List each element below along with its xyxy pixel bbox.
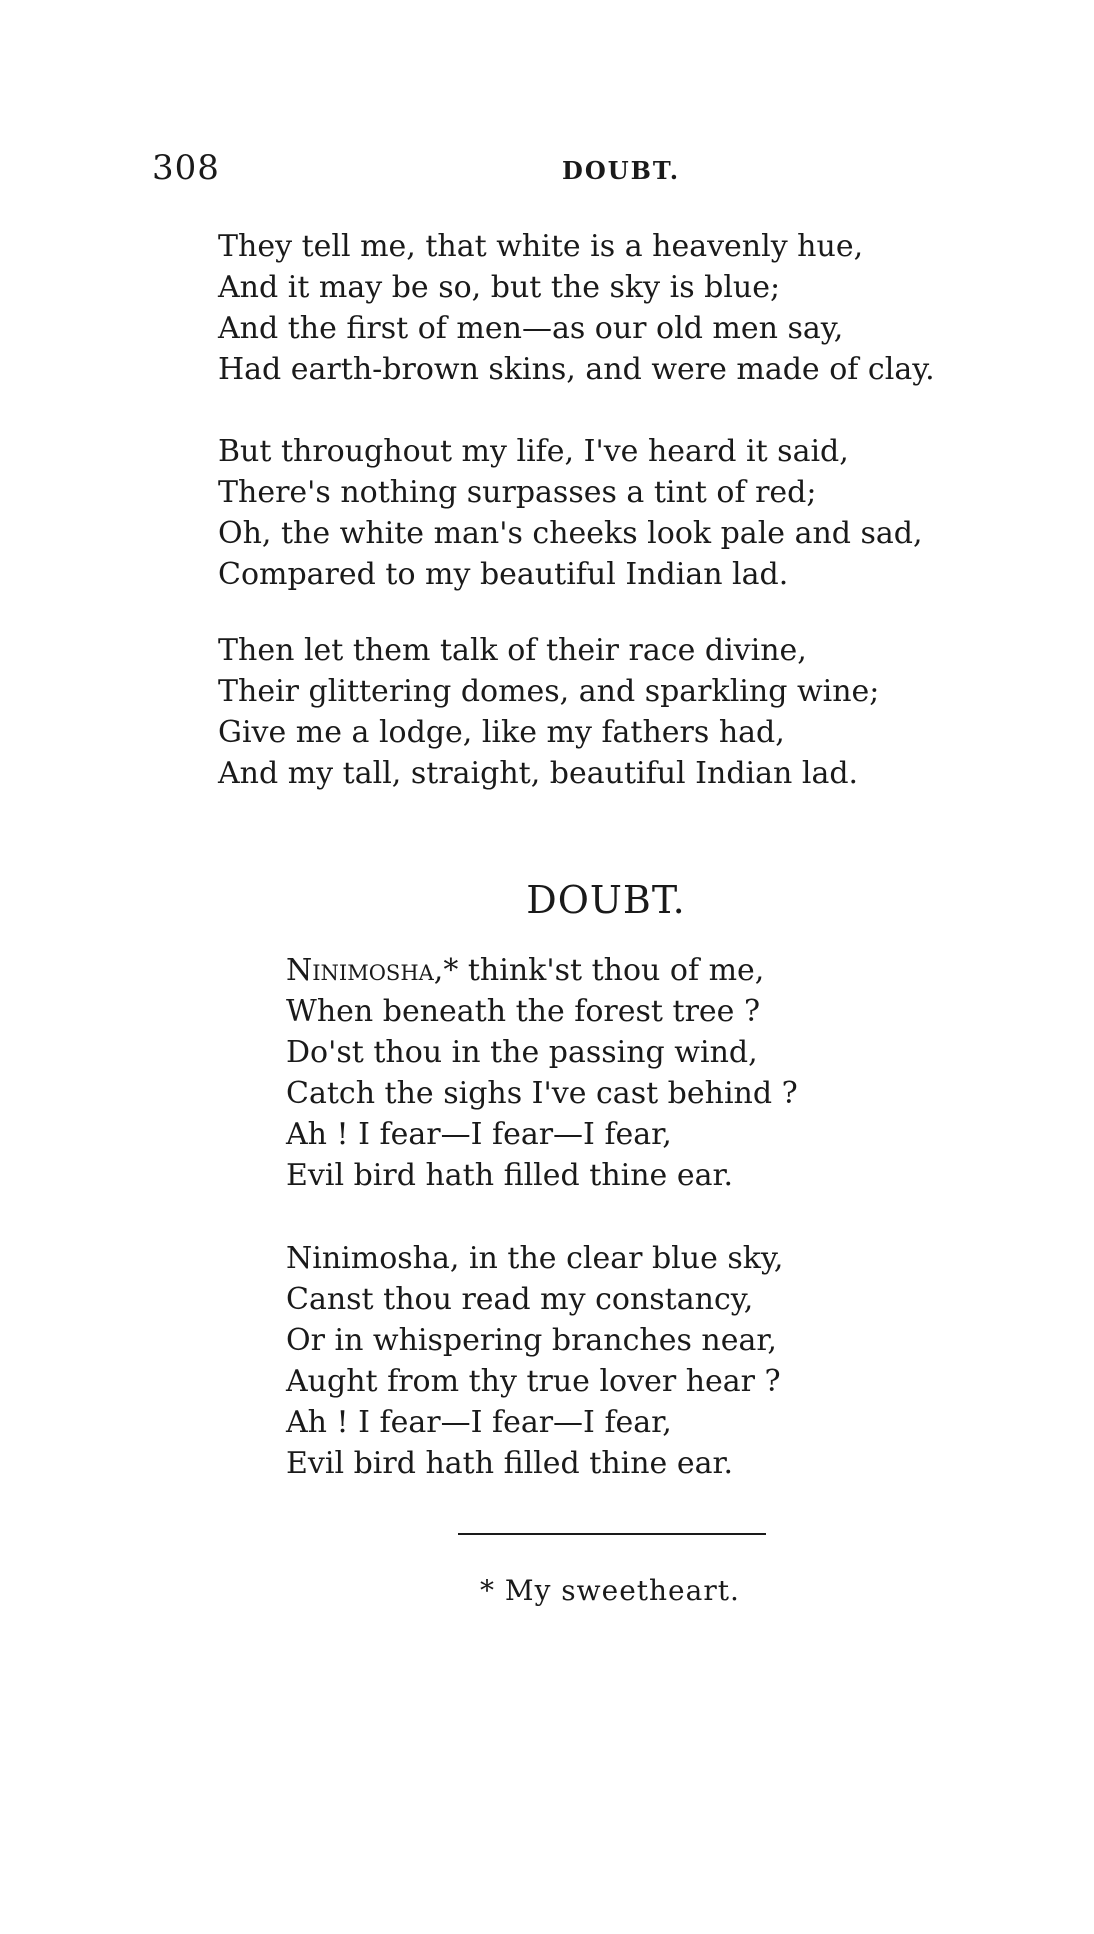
poem-line: And it may be so, but the sky is blue;: [218, 270, 781, 305]
stanza-prev-1: [218, 226, 935, 390]
poem-line: Give me a lodge, like my fathers had,: [218, 715, 785, 750]
poem-line: Evil bird hath filled thine ear.: [286, 1158, 734, 1193]
poem-line: Compared to my beautiful Indian lad.: [218, 557, 789, 592]
poem-title: DOUBT.: [526, 878, 686, 922]
poem-line: There's nothing surpasses a tint of red;: [218, 475, 817, 510]
footnote-divider: [458, 1533, 766, 1535]
poem-line: When beneath the forest tree ?: [286, 994, 761, 1029]
poem-line: Do'st thou in the passing wind,: [286, 1035, 758, 1070]
poem-line: And my tall, straight, beautiful Indian lad.: [218, 756, 859, 791]
stanza-prev-2: [218, 431, 923, 595]
first-line-rest: think'st thou of me,: [458, 953, 765, 988]
stanza-doubt-1: [286, 950, 798, 1196]
footnote-marker: *: [443, 953, 459, 988]
poem-line: And the first of men—as our old men say,: [218, 311, 844, 346]
poem-line: Ninimosha, in the clear blue sky,: [286, 1241, 784, 1276]
poem-line: Ah ! I fear—I fear—I fear,: [286, 1405, 672, 1440]
poem-line: [286, 950, 798, 991]
page-number: 308: [152, 148, 220, 188]
poem-line: Or in whispering branches near,: [286, 1323, 777, 1358]
poem-line: Oh, the white man's cheeks look pale and sad,: [218, 516, 923, 551]
poem-line: Their glittering domes, and sparkling wine;: [218, 674, 880, 709]
running-head: DOUBT.: [562, 156, 681, 185]
poem-line: But throughout my life, I've heard it said,: [218, 434, 849, 469]
poem-line: Evil bird hath filled thine ear.: [286, 1446, 734, 1481]
addressee-name: Ninimosha,: [286, 953, 444, 988]
stanza-doubt-2: [286, 1238, 783, 1484]
poem-line: Aught from thy true lover hear ?: [286, 1364, 781, 1399]
poem-line: They tell me, that white is a heavenly hue,: [218, 229, 864, 264]
poem-line: Then let them talk of their race divine,: [218, 633, 807, 668]
poem-line: Canst thou read my constancy,: [286, 1282, 754, 1317]
poem-line: Had earth-brown skins, and were made of clay.: [218, 352, 935, 387]
poem-line: Catch the sighs I've cast behind ?: [286, 1076, 798, 1111]
stanza-prev-3: [218, 630, 879, 794]
footnote: * My sweetheart.: [480, 1574, 740, 1607]
poem-line: Ah ! I fear—I fear—I fear,: [286, 1117, 672, 1152]
